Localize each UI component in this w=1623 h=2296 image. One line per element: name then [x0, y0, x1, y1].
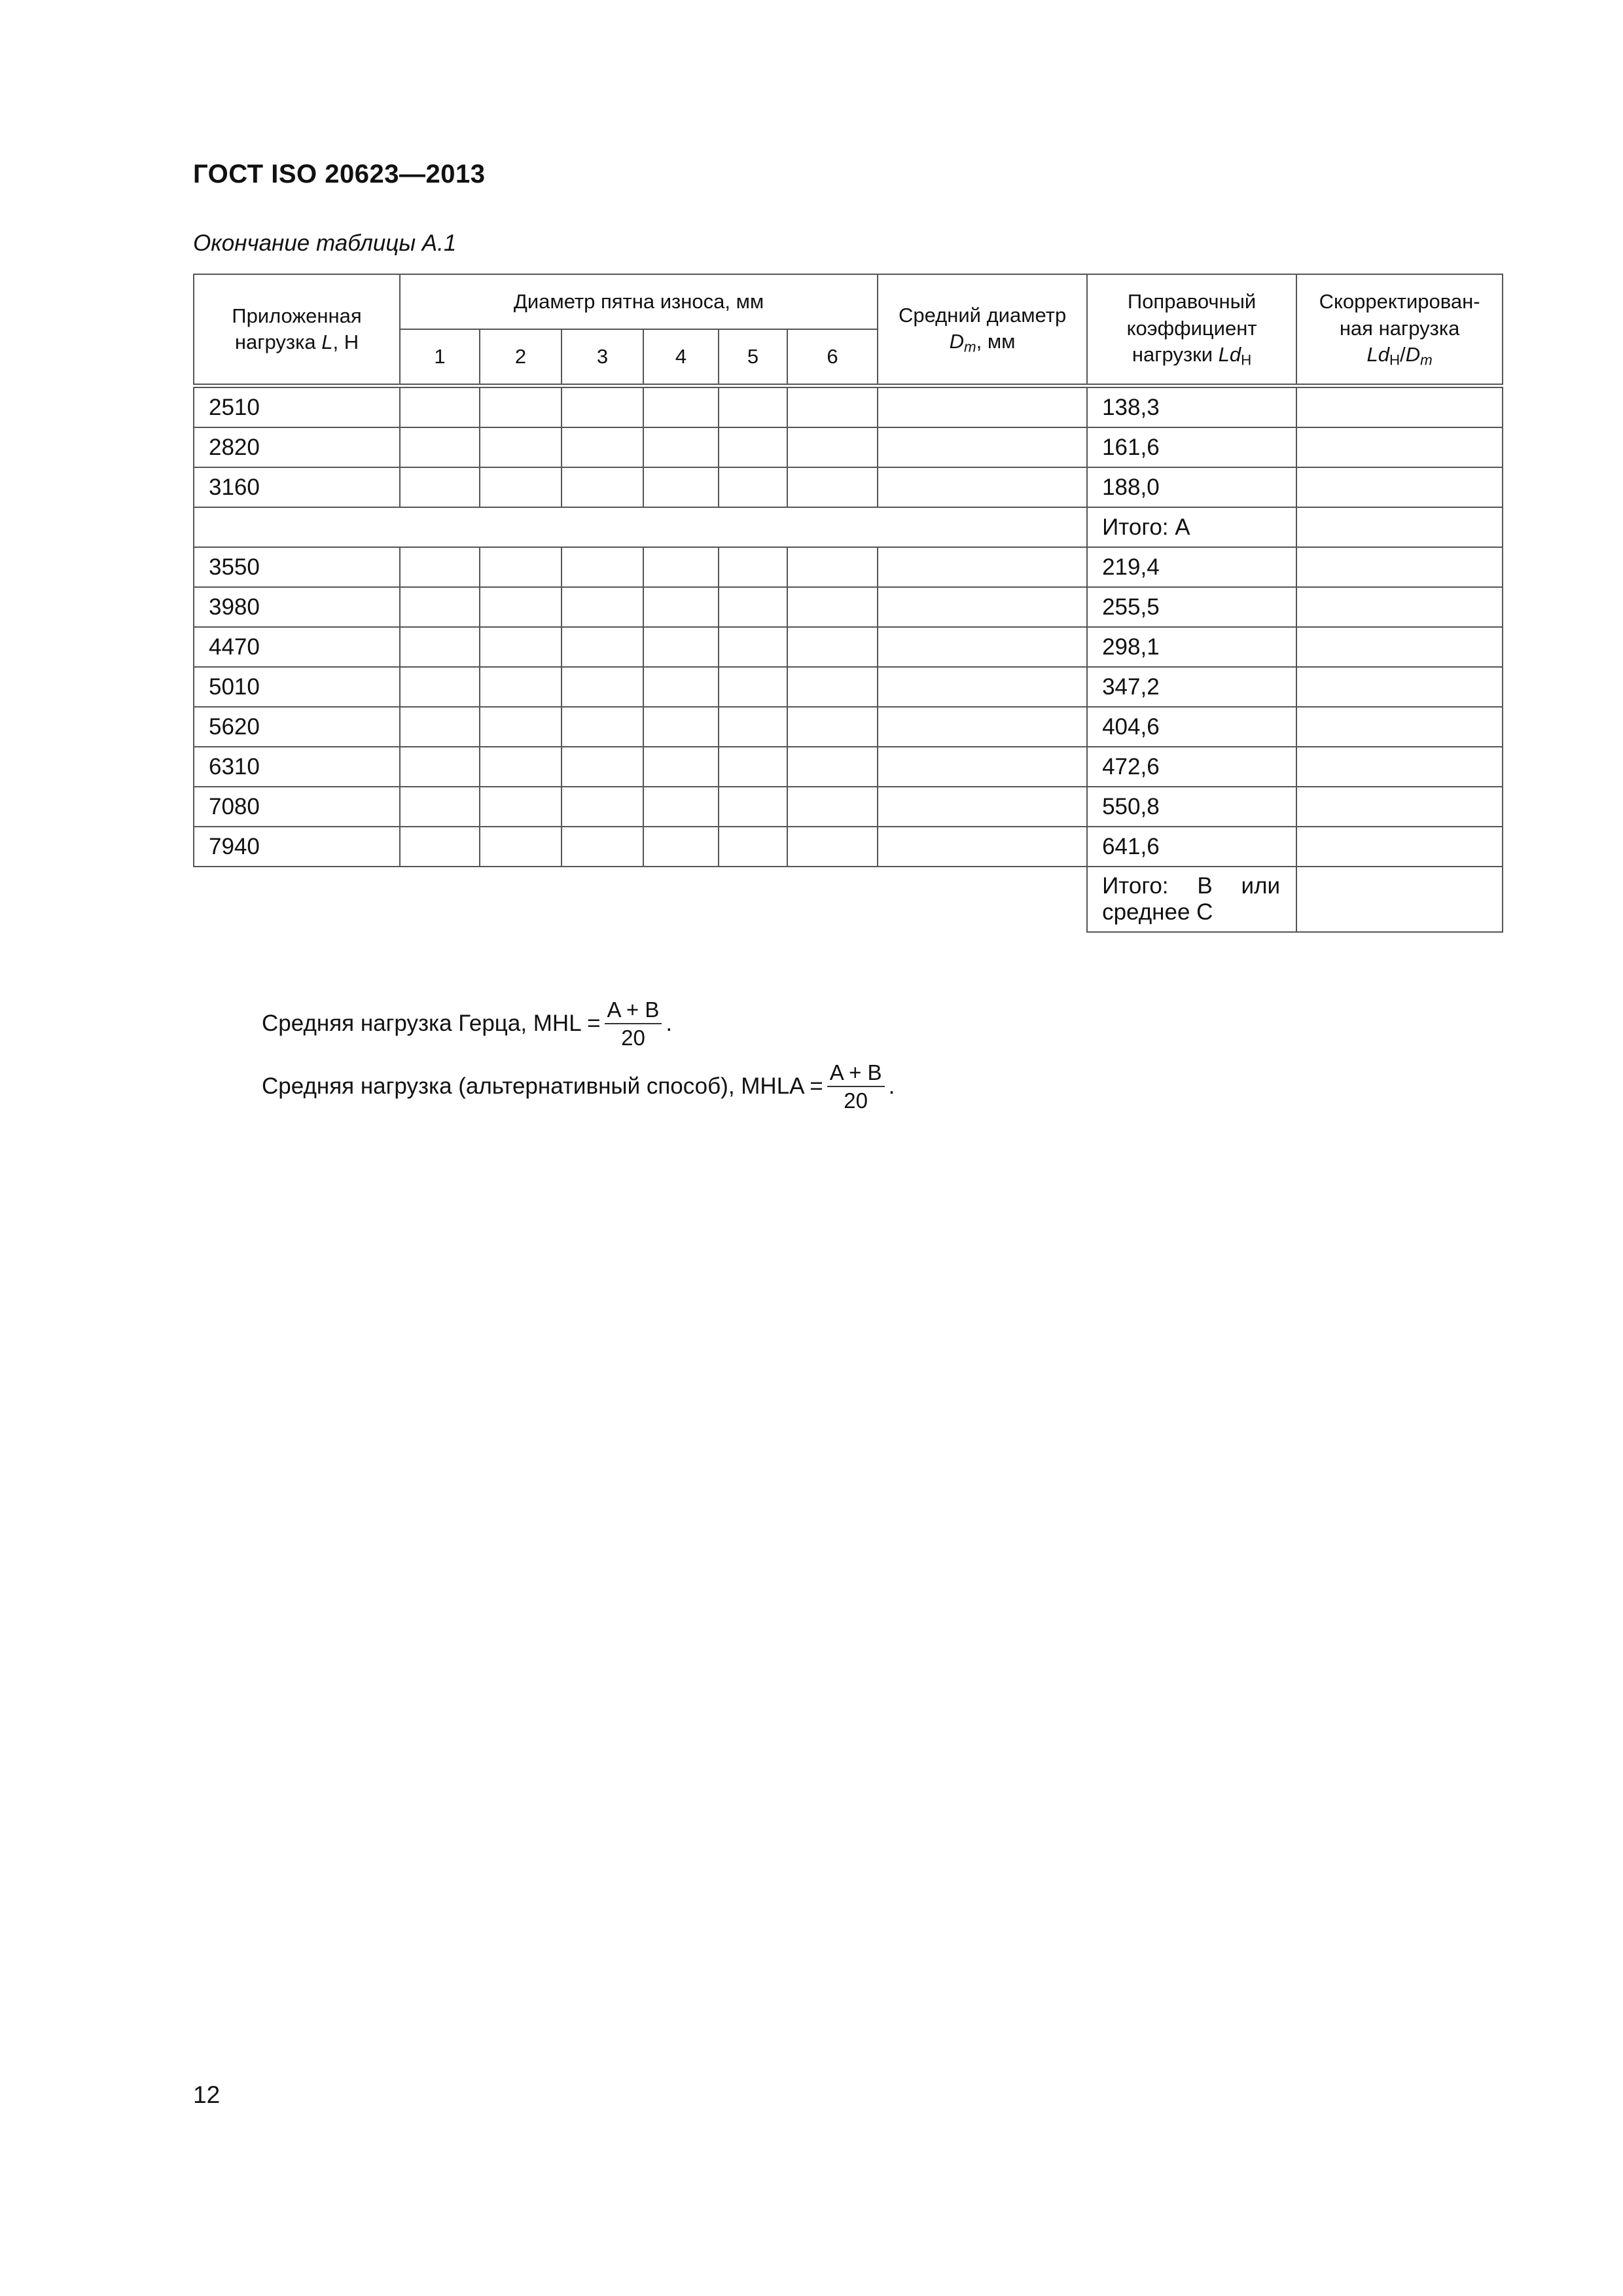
- corrected-load-cell: [1296, 427, 1503, 467]
- empty-cell: [643, 667, 719, 707]
- empty-cell: [719, 747, 787, 787]
- corrected-load-cell: [1296, 667, 1503, 707]
- coefficient-cell: 138,3: [1087, 386, 1296, 428]
- wear-subcol-6: 6: [787, 329, 878, 386]
- empty-cell: [562, 627, 643, 667]
- empty-cell: [400, 547, 480, 587]
- wear-subcol-4: 4: [643, 329, 719, 386]
- coefficient-cell: 161,6: [1087, 427, 1296, 467]
- empty-cell: [878, 747, 1087, 787]
- coefficient-cell: 219,4: [1087, 547, 1296, 587]
- table-row: [194, 467, 1503, 507]
- empty-cell: [719, 707, 787, 747]
- table-row: [194, 747, 1503, 787]
- empty-cell: [562, 827, 643, 867]
- empty-cell: [787, 707, 878, 747]
- load-cell: 7940: [194, 827, 400, 867]
- empty-cell: [480, 787, 562, 827]
- corrected-load-cell: [1296, 747, 1503, 787]
- formula-mhla-fraction: $\frac{A + B}{20}$: [827, 1059, 885, 1115]
- wear-subcol-2: 2: [480, 329, 562, 386]
- coefficient-cell: 347,2: [1087, 667, 1296, 707]
- wear-subcol-3: 3: [562, 329, 643, 386]
- empty-cell: [562, 467, 643, 507]
- empty-cell: [400, 427, 480, 467]
- empty-cell: [562, 707, 643, 747]
- header-corrected-load: Скорректирован- ная нагрузка $Ld_Н/D_m$: [1296, 274, 1503, 386]
- load-cell: 5620: [194, 707, 400, 747]
- empty-cell: [400, 587, 480, 627]
- formula-mhla-label: Средняя нагрузка (альтернативный способ), MHLA =: [262, 1073, 823, 1100]
- empty-cell: [480, 386, 562, 428]
- coefficient-cell: 550,8: [1087, 787, 1296, 827]
- empty-cell: [480, 627, 562, 667]
- total-b-label: Итого: В или среднее С: [1087, 867, 1296, 932]
- empty-cell: [878, 787, 1087, 827]
- empty-cell: [719, 467, 787, 507]
- table-row: [194, 827, 1503, 867]
- empty-cell: [480, 467, 562, 507]
- formula-mhl: Средняя нагрузка Герца, MHL = $\frac{A + B}{20}$ .: [262, 996, 672, 1052]
- empty-cell: [787, 827, 878, 867]
- empty-cell: [878, 427, 1087, 467]
- empty-cell: [787, 667, 878, 707]
- empty-cell: [787, 587, 878, 627]
- empty-cell: [562, 667, 643, 707]
- empty-cell: [480, 587, 562, 627]
- empty-cell: [719, 587, 787, 627]
- wear-subcol-1: 1: [400, 329, 480, 386]
- formula-mhl-label: Средняя нагрузка Герца, MHL =: [262, 1011, 601, 1037]
- empty-cell: [787, 467, 878, 507]
- corrected-load-cell: [1296, 627, 1503, 667]
- empty-cell: [562, 547, 643, 587]
- empty-cell: [400, 707, 480, 747]
- empty-cell: [878, 386, 1087, 428]
- load-cell: 2820: [194, 427, 400, 467]
- table-row: [194, 547, 1503, 587]
- table-row: [194, 427, 1503, 467]
- load-cell: 2510: [194, 386, 400, 428]
- total-a-label: Итого: А: [1087, 507, 1296, 547]
- table-row: [194, 707, 1503, 747]
- empty-cell: [787, 547, 878, 587]
- empty-cell: [878, 627, 1087, 667]
- load-cell: 5010: [194, 667, 400, 707]
- empty-cell: [643, 547, 719, 587]
- empty-cell: [878, 467, 1087, 507]
- empty-cell: [787, 747, 878, 787]
- empty-cell: [400, 827, 480, 867]
- formula-mhl-fraction: $\frac{A + B}{20}$: [605, 996, 662, 1052]
- coefficient-cell: 472,6: [1087, 747, 1296, 787]
- empty-cell: [878, 547, 1087, 587]
- empty-cell: [400, 386, 480, 428]
- empty-cell: [643, 467, 719, 507]
- empty-cell: [719, 627, 787, 667]
- table-row: [194, 787, 1503, 827]
- load-cell: 4470: [194, 627, 400, 667]
- corrected-load-cell: [1296, 587, 1503, 627]
- total-b-value: [1296, 867, 1503, 932]
- empty-cell: [400, 467, 480, 507]
- empty-cell: [643, 427, 719, 467]
- empty-cell: [787, 386, 878, 428]
- coefficient-cell: 641,6: [1087, 827, 1296, 867]
- empty-cell: [480, 747, 562, 787]
- empty-cell: [719, 787, 787, 827]
- empty-cell: [562, 747, 643, 787]
- empty-cell: [562, 427, 643, 467]
- table-row: [194, 667, 1503, 707]
- total-a-value: [1296, 507, 1503, 547]
- total-a-row: [194, 507, 1503, 547]
- empty-cell: [719, 827, 787, 867]
- empty-cell: [643, 386, 719, 428]
- corrected-load-cell: [1296, 827, 1503, 867]
- corrected-load-cell: [1296, 467, 1503, 507]
- empty-cell: [878, 667, 1087, 707]
- empty-cell: [787, 787, 878, 827]
- empty-cell: [878, 587, 1087, 627]
- load-cell: 3980: [194, 587, 400, 627]
- coefficient-cell: 404,6: [1087, 707, 1296, 747]
- table-body: [194, 386, 1503, 933]
- empty-cell: [878, 827, 1087, 867]
- document-header: ГОСТ ISO 20623—2013: [193, 160, 486, 188]
- empty-cell: [643, 827, 719, 867]
- empty-cell: [719, 547, 787, 587]
- empty-cell: [400, 787, 480, 827]
- empty-cell: [480, 827, 562, 867]
- formula-mhla: Средняя нагрузка (альтернативный способ), MHLA = $\frac{A + B}{20}$ .: [262, 1059, 895, 1115]
- empty-cell: [878, 707, 1087, 747]
- header-correction-coefficient: Поправочный коэффициент нагрузки $Ld_Н$: [1087, 274, 1296, 386]
- empty-cell: [480, 427, 562, 467]
- coefficient-cell: 188,0: [1087, 467, 1296, 507]
- corrected-load-cell: [1296, 707, 1503, 747]
- empty-cell: [480, 547, 562, 587]
- empty-cell: [562, 587, 643, 627]
- load-cell: 3550: [194, 547, 400, 587]
- empty-cell: [562, 386, 643, 428]
- corrected-load-cell: [1296, 547, 1503, 587]
- empty-cell: [719, 386, 787, 428]
- header-applied-load: Приложенная нагрузка L, Н: [194, 274, 400, 386]
- total-b-row: [194, 867, 1503, 932]
- wear-test-table: [193, 274, 1503, 933]
- table-row: [194, 587, 1503, 627]
- coefficient-cell: 255,5: [1087, 587, 1296, 627]
- header-mean-diameter: Средний диаметр $D_m$, мм: [878, 274, 1087, 386]
- header-wear-diameter: Диаметр пятна износа, мм: [400, 274, 878, 329]
- corrected-load-cell: [1296, 787, 1503, 827]
- empty-cell: [562, 787, 643, 827]
- coefficient-cell: 298,1: [1087, 627, 1296, 667]
- wear-subcol-5: 5: [719, 329, 787, 386]
- empty-cell: [643, 787, 719, 827]
- load-cell: 3160: [194, 467, 400, 507]
- empty-cell: [643, 747, 719, 787]
- load-cell: 7080: [194, 787, 400, 827]
- empty-cell: [480, 667, 562, 707]
- empty-cell: [480, 707, 562, 747]
- total-a-spacer: [194, 507, 1087, 547]
- empty-cell: [787, 627, 878, 667]
- table-caption: Окончание таблицы А.1: [193, 230, 457, 256]
- empty-cell: [719, 667, 787, 707]
- empty-cell: [400, 627, 480, 667]
- empty-cell: [643, 627, 719, 667]
- empty-cell: [719, 427, 787, 467]
- empty-cell: [643, 707, 719, 747]
- total-b-spacer: [194, 867, 1087, 932]
- table-row: [194, 386, 1503, 428]
- table-row: [194, 627, 1503, 667]
- empty-cell: [643, 587, 719, 627]
- empty-cell: [400, 667, 480, 707]
- load-cell: 6310: [194, 747, 400, 787]
- corrected-load-cell: [1296, 386, 1503, 428]
- empty-cell: [787, 427, 878, 467]
- page-number: 12: [193, 2081, 221, 2108]
- empty-cell: [400, 747, 480, 787]
